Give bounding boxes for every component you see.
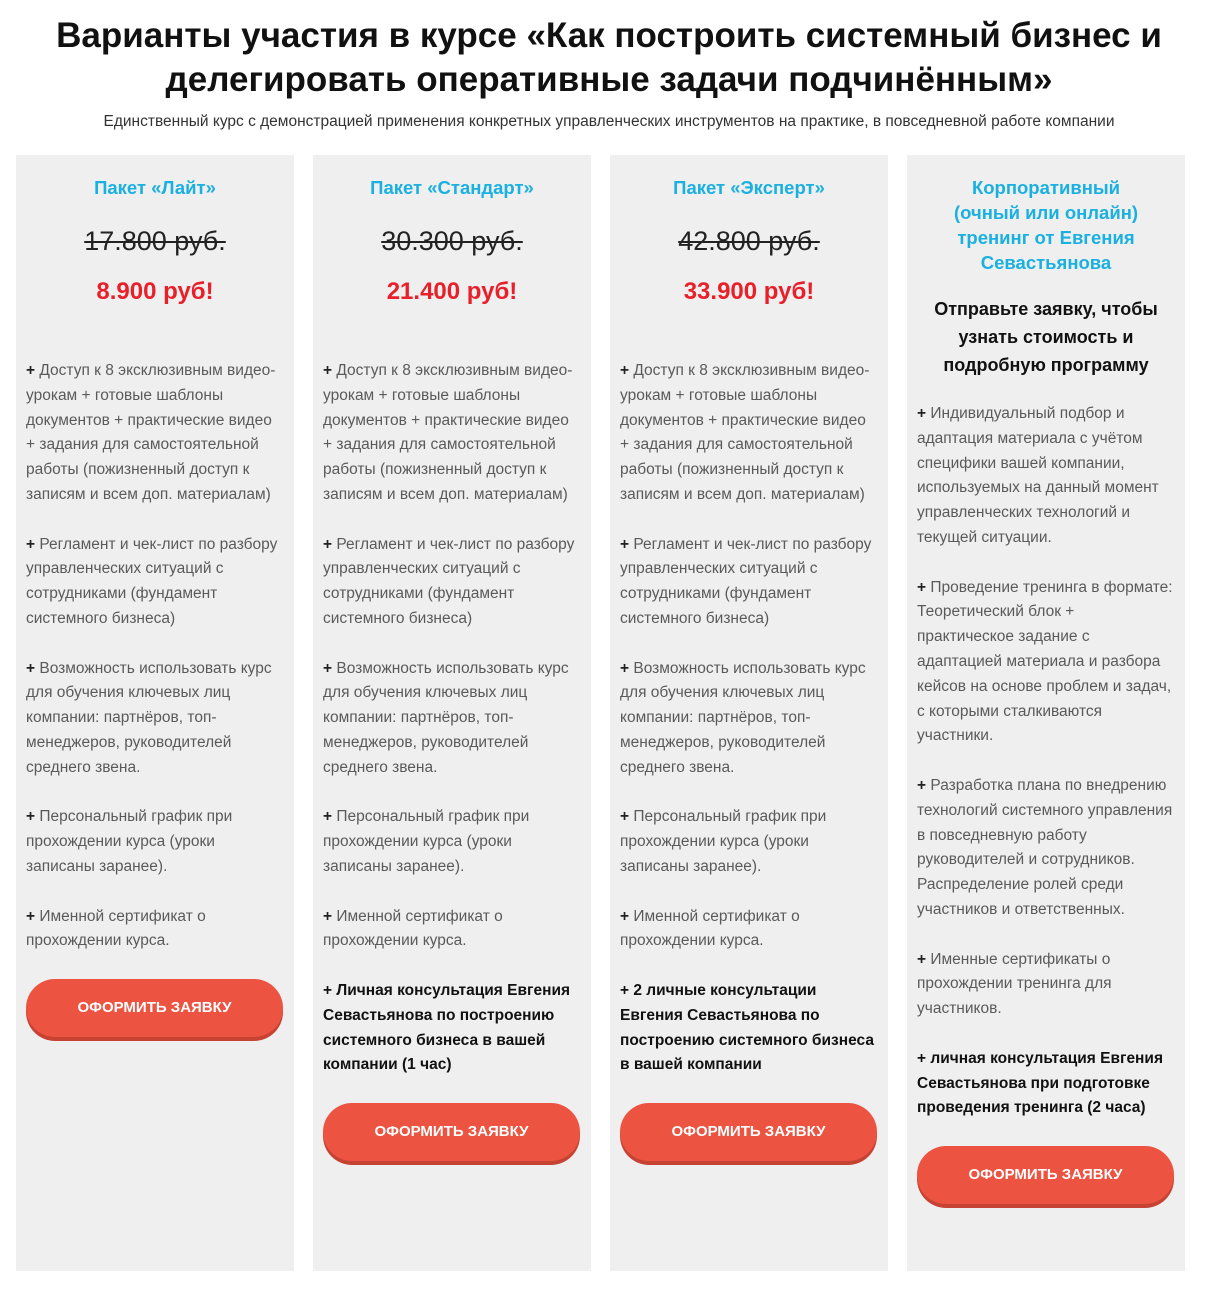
apply-button[interactable]: ОФОРМИТЬ ЗАЯВКУ	[323, 1103, 580, 1161]
package-card-corporate	[907, 155, 1185, 1271]
feature-text: Проведение тренинга в формате: Теоретический блок + практическое задание с адаптацией материала и разбора кейсов на основе проблем и задач, с которыми сталкиваются участники.	[917, 578, 1173, 745]
plus-icon: +	[620, 362, 630, 379]
feature-item	[620, 805, 878, 879]
new-price: 33.900 руб!	[683, 278, 815, 305]
feature-item	[26, 905, 284, 955]
feature-text: Возможность использовать курс для обучения ключевых лиц компании: партнёров, топ-менеджеров, руководителей среднего звена.	[323, 659, 569, 776]
plus-icon: +	[917, 776, 927, 794]
feature-text: Возможность использовать курс для обучения ключевых лиц компании: партнёров, топ-менеджеров, руководителей среднего звена.	[26, 659, 272, 776]
page-subtitle: Единственный курс с демонстрацией применения конкретных управленческих инструментов на практике, в повседневной работе компании	[103, 113, 1115, 130]
old-price: 17.800 руб.	[84, 226, 226, 256]
bonus-feature: + Личная консультация Евгения Севастьянова по построению системного бизнеса в вашей компании (1 час)	[323, 981, 571, 1074]
feature-item	[323, 657, 581, 781]
plus-icon: +	[620, 535, 630, 553]
plus-icon: +	[917, 405, 927, 422]
package-card-lite	[16, 155, 294, 1271]
plus-icon: +	[26, 907, 36, 925]
feature-text: Регламент и чек-лист по разбору управленческих ситуаций с сотрудниками (фундамент системного бизнеса)	[323, 535, 575, 627]
feature-item	[620, 359, 878, 508]
package-name: Корпоративный (очный или онлайн) тренинг от Евгения Севастьянова	[953, 177, 1139, 273]
apply-button[interactable]: ОФОРМИТЬ ЗАЯВКУ	[26, 979, 283, 1037]
new-price: 21.400 руб!	[386, 278, 518, 305]
feature-text: Доступ к 8 эксклюзивным видео-урокам + готовые шаблоны документов + практические видео + задания для самостоятельной работы (пожизненный доступ к записям и всем доп. материалам)	[620, 362, 870, 503]
bonus-feature: + 2 личные консультации Евгения Севастьянова по построению системного бизнеса в вашей компании	[620, 981, 874, 1074]
page-title-line-2: делегировать оперативные задачи подчинённым»	[165, 60, 1053, 99]
apply-button[interactable]: ОФОРМИТЬ ЗАЯВКУ	[917, 1146, 1174, 1204]
old-price: 42.800 руб.	[678, 226, 820, 256]
feature-text: Персональный график при прохождении курса (уроки записаны заранее).	[323, 808, 530, 875]
feature-item	[323, 359, 581, 508]
package-card-standard	[313, 155, 591, 1271]
feature-text: Разработка плана по внедрению технологий системного управления в повседневную работу руководителей и сотрудников. Распределение ролей среди участников и ответственных.	[917, 776, 1173, 918]
feature-item	[620, 905, 878, 955]
plus-icon: +	[323, 907, 333, 925]
plus-icon: +	[26, 808, 36, 826]
feature-item	[917, 576, 1175, 750]
plus-icon: +	[917, 578, 927, 596]
feature-text: Индивидуальный подбор и адаптация материала с учётом специфики вашей компании, используемых на данный момент управленческих технологий и текущей ситуации.	[917, 405, 1159, 546]
plus-icon: +	[620, 659, 630, 677]
package-name: Пакет «Лайт»	[94, 177, 216, 198]
feature-item	[620, 533, 878, 632]
package-name: Пакет «Эксперт»	[673, 177, 825, 198]
feature-text: Регламент и чек-лист по разбору управленческих ситуаций с сотрудниками (фундамент системного бизнеса)	[620, 535, 872, 627]
package-card-expert	[610, 155, 888, 1271]
feature-text: Регламент и чек-лист по разбору управленческих ситуаций с сотрудниками (фундамент системного бизнеса)	[26, 535, 278, 627]
feature-text: Персональный график при прохождении курса (уроки записаны заранее).	[26, 808, 233, 875]
package-name: Пакет «Стандарт»	[370, 177, 534, 198]
feature-item	[26, 533, 284, 632]
feature-text: Именной сертификат о прохождении курса.	[323, 907, 503, 950]
old-price: 30.300 руб.	[381, 226, 523, 256]
feature-item	[26, 657, 284, 781]
plus-icon: +	[26, 659, 36, 677]
plus-icon: +	[26, 535, 36, 553]
feature-item	[917, 402, 1175, 551]
feature-text: Возможность использовать курс для обучения ключевых лиц компании: партнёров, топ-менеджеров, руководителей среднего звена.	[620, 659, 866, 776]
feature-item	[917, 774, 1175, 923]
plus-icon: +	[323, 659, 333, 677]
plus-icon: +	[620, 808, 630, 826]
feature-item	[26, 805, 284, 879]
feature-text: Персональный график при прохождении курса (уроки записаны заранее).	[620, 808, 827, 875]
feature-item	[323, 805, 581, 879]
plus-icon: +	[323, 535, 333, 553]
feature-item	[620, 657, 878, 781]
feature-item	[917, 948, 1175, 1022]
bonus-feature: + личная консультация Евгения Севастьянова при подготовке проведения тренинга (2 часа)	[917, 1049, 1163, 1117]
apply-button[interactable]: ОФОРМИТЬ ЗАЯВКУ	[620, 1103, 877, 1161]
feature-text: Доступ к 8 эксклюзивным видео-урокам + готовые шаблоны документов + практические видео + задания для самостоятельной работы (пожизненный доступ к записям и всем доп. материалам)	[26, 362, 276, 503]
feature-item	[26, 359, 284, 508]
plus-icon: +	[620, 907, 630, 925]
feature-item	[323, 905, 581, 955]
feature-text: Именной сертификат о прохождении курса.	[620, 907, 800, 950]
plus-icon: +	[323, 808, 333, 826]
feature-list	[26, 359, 284, 954]
feature-list	[620, 359, 878, 1078]
page-title-line-1: Варианты участия в курсе «Как построить системный бизнес и	[56, 16, 1162, 55]
plus-icon: +	[917, 950, 927, 968]
corporate-cta-text: Отправьте заявку, чтобы узнать стоимость и подробную программу	[934, 299, 1158, 375]
plus-icon: +	[323, 362, 333, 379]
feature-text: Именной сертификат о прохождении курса.	[26, 907, 206, 950]
feature-text: Именные сертификаты о прохождении тренинга для участников.	[917, 950, 1112, 1018]
feature-list	[917, 402, 1175, 1121]
new-price: 8.900 руб!	[96, 278, 214, 305]
feature-list	[323, 359, 581, 1078]
plus-icon: +	[26, 362, 36, 379]
page-title	[0, 14, 1218, 102]
feature-text: Доступ к 8 эксклюзивным видео-урокам + готовые шаблоны документов + практические видео + задания для самостоятельной работы (пожизненный доступ к записям и всем доп. материалам)	[323, 362, 573, 503]
feature-item	[323, 533, 581, 632]
